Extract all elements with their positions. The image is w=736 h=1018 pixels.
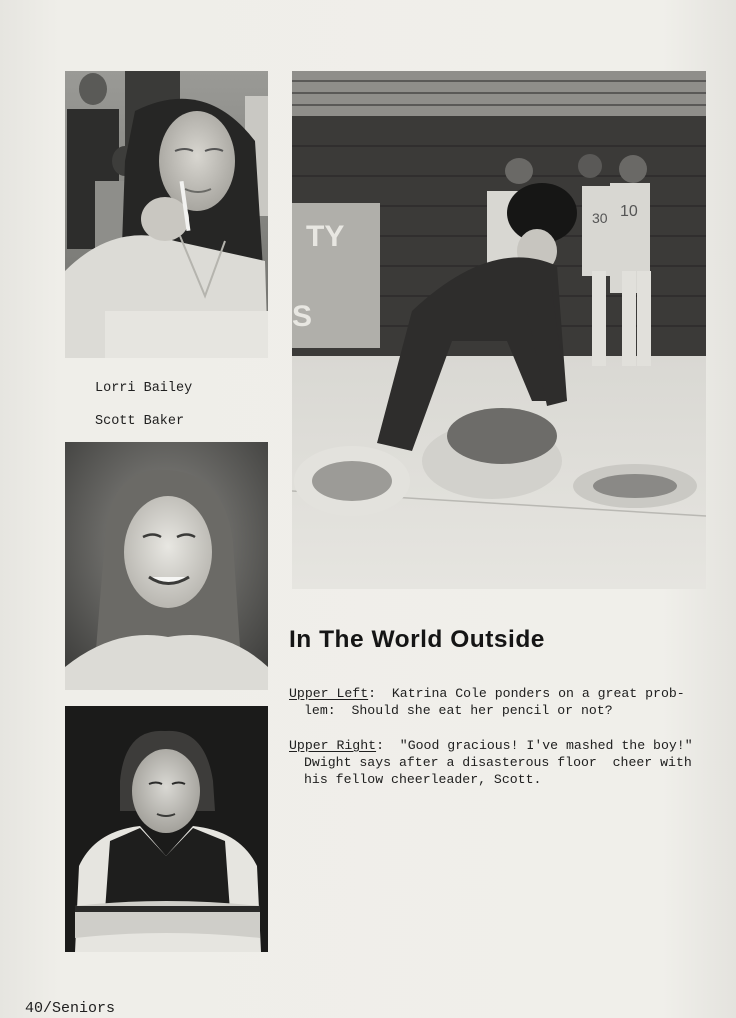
caption-text: Dwight says after a disasterous floor cheer with xyxy=(304,755,692,770)
svg-text:S: S xyxy=(292,300,313,333)
lorri-bailey-portrait xyxy=(65,442,268,690)
caption-line xyxy=(289,685,719,702)
student-name-scott: Scott Baker xyxy=(95,414,185,429)
caption-upper-left xyxy=(289,685,719,719)
katrina-candid-photo xyxy=(65,71,268,358)
caption-lead-label: Upper Left xyxy=(289,686,369,701)
caption-lead-label: Upper Right xyxy=(289,738,377,753)
student-name-lorri: Lorri Bailey xyxy=(95,381,193,396)
svg-text:10: 10 xyxy=(620,203,638,220)
svg-text:30: 30 xyxy=(592,210,608,226)
article-title: In The World Outside xyxy=(289,626,545,653)
caption-text: : "Good gracious! I've mashed the boy!" xyxy=(376,738,693,753)
caption-upper-right xyxy=(289,737,719,788)
scott-baker-portrait xyxy=(65,706,268,952)
caption-text: lem: Should she eat her pencil or not? xyxy=(304,703,613,718)
caption-text: : Katrina Cole ponders on a great prob- xyxy=(368,686,685,701)
page-number-folio: 40/Seniors xyxy=(25,1000,116,1017)
caption-text: his fellow cheerleader, Scott. xyxy=(304,772,542,787)
cheerleaders-gym-photo xyxy=(292,71,706,589)
svg-text:TY: TY xyxy=(306,220,345,253)
caption-line xyxy=(289,737,719,754)
